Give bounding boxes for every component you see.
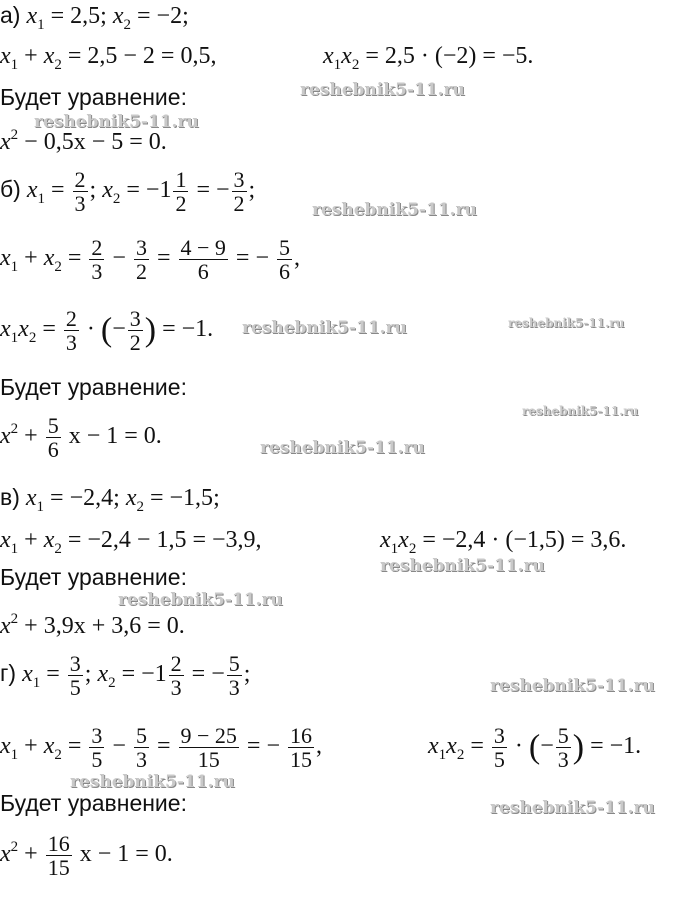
part-b-sum: $x_1 + x_2$ = $\frac{2}{3}$ − $\frac{3}{2}$ = $\frac{4 - 9}{6}$ = − $\frac{5}{6}$ , <box>0 235 300 285</box>
part-b-caption: Будет уравнение: <box>0 374 187 400</box>
part-d-caption: Будет уравнение: <box>0 790 187 816</box>
product-result: = −1. <box>590 733 642 760</box>
part-a-product: $x_1x_2 = 2,5 \cdot (-2) = -5$. <box>323 43 534 73</box>
fraction: $\frac{5}{6}$ <box>279 235 290 285</box>
fraction: $\frac{3}{5}$ <box>69 651 81 701</box>
fraction: $\frac{3}{5}$ <box>91 723 103 773</box>
part-label: б) <box>0 176 21 203</box>
fraction: $\frac{2}{3}$ <box>74 167 86 217</box>
part-b-product: $x_1x_2$ = $\frac{2}{3}$ · (− $\frac{3}{2}$ ) = −1. <box>0 306 214 356</box>
product-result: = −1. <box>162 316 214 343</box>
fraction: $\frac{3}{2}$ <box>129 306 141 356</box>
part-a-roots: а) $x_1 = 2,5$; $x_2 = -2$; <box>0 2 189 33</box>
fraction: $\frac{4 - 9}{6}$ <box>180 235 226 285</box>
fraction: $\frac{3}{2}$ <box>233 167 245 217</box>
root-value: −1,5 <box>169 485 214 511</box>
watermark: reshebnik5-11.ru <box>508 316 625 330</box>
watermark: reshebnik5-11.ru <box>490 798 655 818</box>
fraction: $\frac{5}{6}$ <box>47 413 59 463</box>
watermark: reshebnik5-11.ru <box>380 556 545 576</box>
part-d-sum: $x_1 + x_2$ = $\frac{3}{5}$ − $\frac{5}{3}$ = $\frac{9 - 25}{15}$ = − $\frac{16}{15}$ , <box>0 723 322 773</box>
part-a-caption: Будет уравнение: <box>0 84 187 110</box>
watermark: reshebnik5-11.ru <box>260 438 425 458</box>
part-label: а) <box>0 2 21 28</box>
part-c-equation: $x^2 + 3,9x + 3,6 = 0$. <box>0 611 185 639</box>
root-value: 2,5 <box>70 3 101 29</box>
part-b-equation: $x^2$ + $\frac{5}{6}$ x − 1 = 0. <box>0 413 162 463</box>
watermark: reshebnik5-11.ru <box>70 772 235 792</box>
sum-expression: = −2,4 − 1,5 = −3,9, <box>67 527 262 553</box>
part-d-roots: г) $x_1$ = $\frac{3}{5}$ ; $x_2 = -1$ $\frac{2}{3}$ = − $\frac{5}{3}$ ; <box>0 651 251 701</box>
watermark: reshebnik5-11.ru <box>300 80 465 100</box>
watermark: reshebnik5-11.ru <box>118 590 283 610</box>
part-d-equation: $x^2$ + $\frac{16}{15}$ x − 1 = 0. <box>0 831 173 881</box>
fraction: $\frac{16}{15}$ <box>47 831 70 881</box>
part-b-roots: б) $x_1$ = $\frac{2}{3}$ ; $x_2 = -1$ $\frac{1}{2}$ = − $\frac{3}{2}$ ; <box>0 167 256 217</box>
watermark: reshebnik5-11.ru <box>312 200 477 220</box>
fraction: $\frac{5}{3}$ <box>557 723 569 773</box>
part-a-equation: $x^2 - 0,5x - 5 = 0$. <box>0 127 167 155</box>
part-label: в) <box>0 484 20 510</box>
fraction: $\frac{5}{3}$ <box>228 651 240 701</box>
fraction: $\frac{2}{3}$ <box>91 235 103 285</box>
root-value: −2,4 <box>69 485 114 511</box>
part-c-caption: Будет уравнение: <box>0 564 187 590</box>
fraction: $\frac{1}{2}$ <box>175 167 187 217</box>
watermark: reshebnik5-11.ru <box>34 112 199 132</box>
fraction: $\frac{5}{3}$ <box>135 723 147 773</box>
fraction: $\frac{2}{3}$ <box>170 651 182 701</box>
equation-rest: − 0,5x − 5 = 0. <box>24 129 167 155</box>
watermark: reshebnik5-11.ru <box>242 318 407 338</box>
part-a-sum: $x_1 + x_2 = 2,5 - 2 = 0,5$, <box>0 43 217 73</box>
fraction: $\frac{2}{3}$ <box>65 306 77 356</box>
equation-rest: + 3,9x + 3,6 = 0. <box>24 613 185 639</box>
root-value: −2 <box>156 3 183 29</box>
fraction: $\frac{3}{5}$ <box>493 723 505 773</box>
fraction: $\frac{16}{15}$ <box>290 723 312 773</box>
sum-expression: = 2,5 − 2 = 0,5, <box>67 43 217 69</box>
part-label: г) <box>0 660 17 687</box>
part-d-product: $x_1x_2$ = $\frac{3}{5}$ · (− $\frac{5}{3}$ ) = −1. <box>428 723 642 773</box>
fraction: $\frac{3}{2}$ <box>135 235 147 285</box>
equation-rest: x − 1 = 0. <box>79 841 173 868</box>
product-expression: = 2,5 · (−2) = −5. <box>365 43 534 69</box>
watermark: reshebnik5-11.ru <box>522 404 639 418</box>
part-c-product: $x_1x_2 = -2,4 \cdot (-1,5) = 3,6$. <box>380 527 627 557</box>
part-c-roots: в) $x_1 = -2,4$; $x_2 = -1,5$; <box>0 484 220 515</box>
fraction: $\frac{9 - 25}{15}$ <box>180 723 237 773</box>
part-c-sum: $x_1 + x_2 = -2,4 - 1,5 = -3,9$, <box>0 527 262 557</box>
equation-rest: x − 1 = 0. <box>68 423 162 450</box>
watermark: reshebnik5-11.ru <box>490 676 655 696</box>
product-expression: = −2,4 · (−1,5) = 3,6. <box>422 527 627 553</box>
